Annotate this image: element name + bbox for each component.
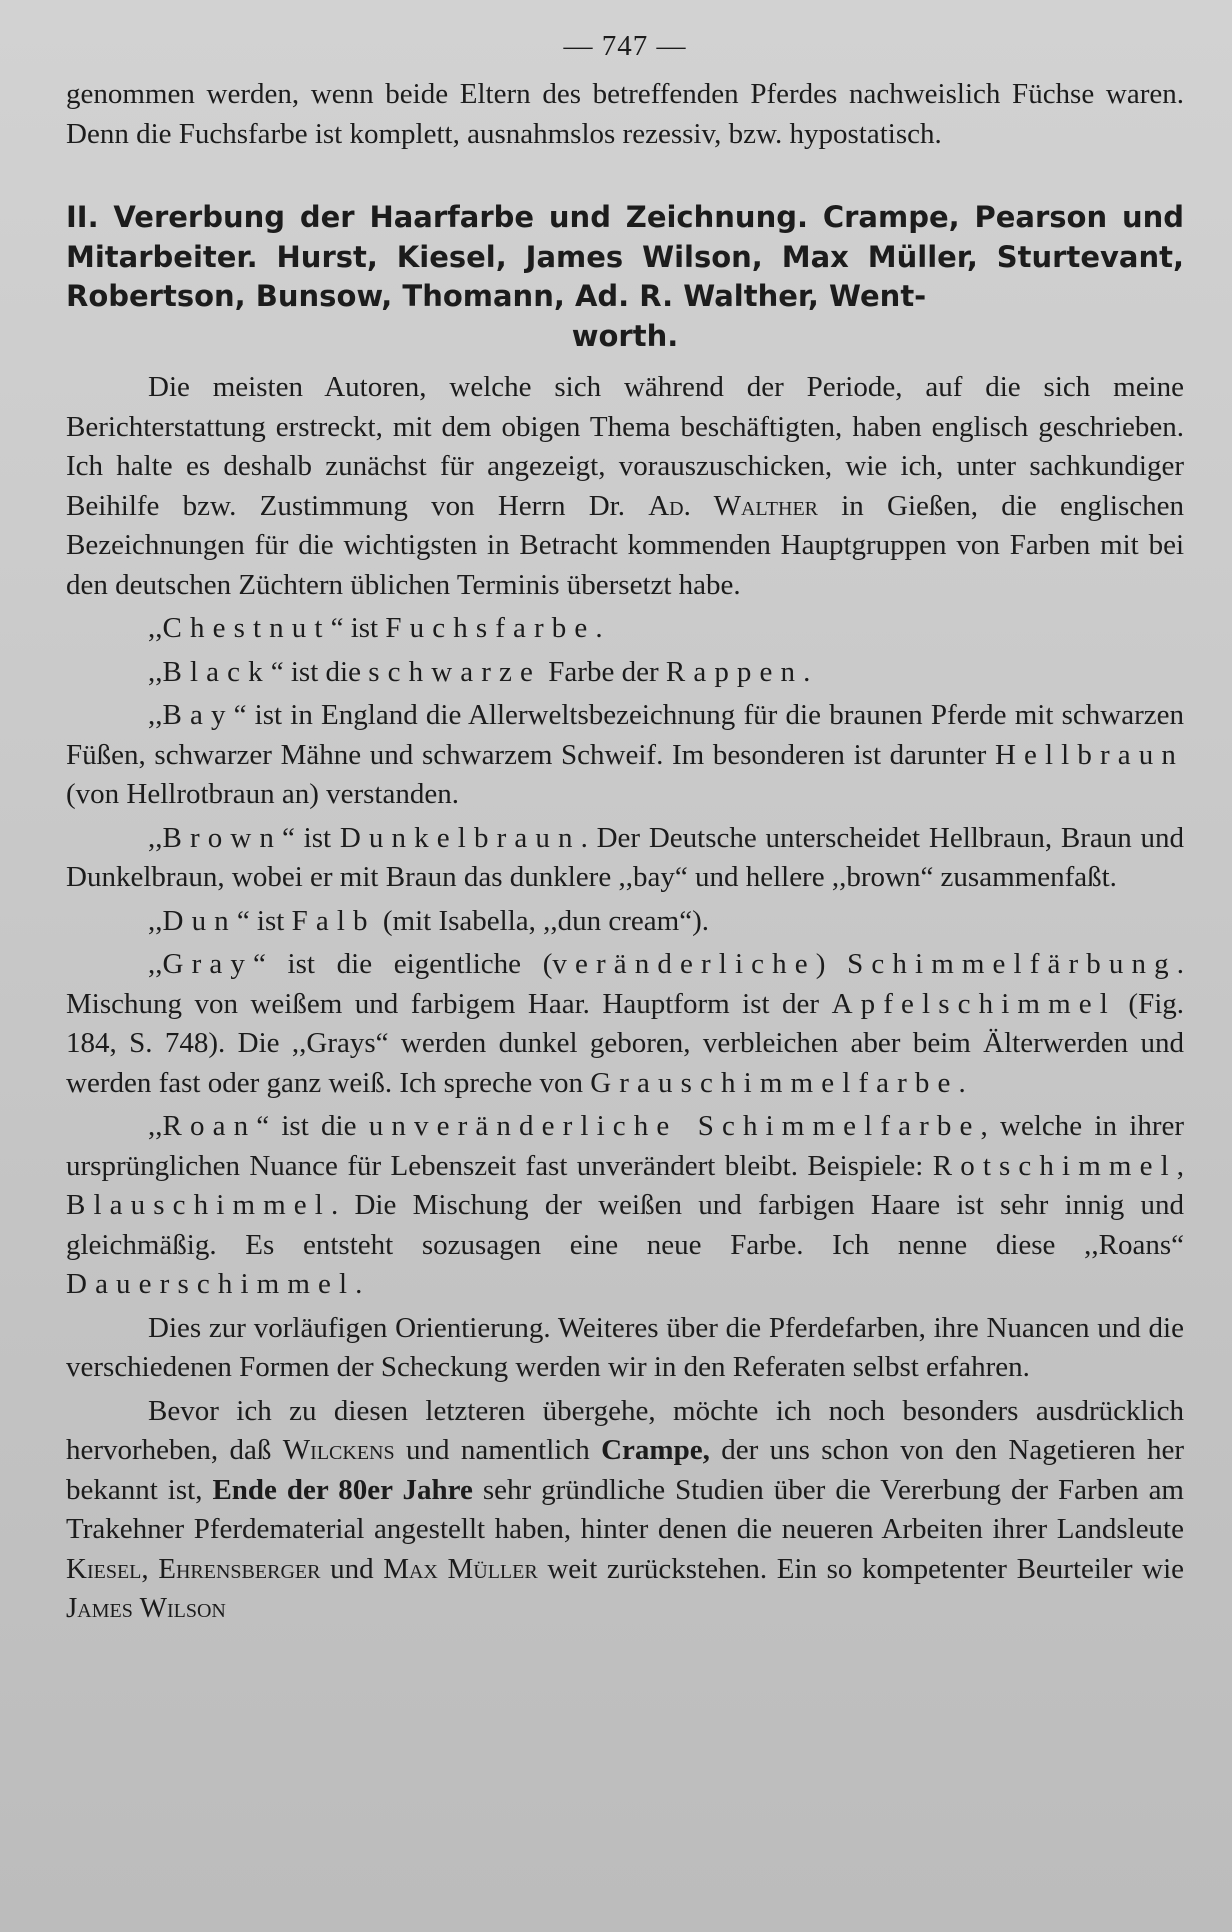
- text-run: Die meisten Autoren, welche sich während der Periode, auf die sich meine Berichterstattung erstreckt, mit dem obigen Thema beschäftigten, haben englisch geschrieben. Ich halte es deshalb zunächst für angezeigt, vorauszuschicken, wie ich, unter sachkundiger Beihilfe bzw. Zustimmung von Herrn Dr.: [66, 371, 1184, 522]
- text-run: sehr gründliche Studien über die Vererbung der Farben am Trakehner Pferdematerial angestellt haben, hinter denen die neueren Arbeiten ihrer Landsleute: [66, 1473, 1184, 1545]
- text-run: (von Hellrotbraun an) verstanden.: [66, 778, 459, 810]
- translation: Rappen: [665, 655, 804, 688]
- translation: Apfelschimmel: [831, 987, 1116, 1020]
- text-run: “ ist in England die Allerweltsbezeichnung für die braunen Pferde mit schwarzen Füßen, schwarzer Mähne und schwarzem Schweif. Im besonderen ist darunter: [66, 699, 1184, 771]
- quote-mark: ,,: [148, 655, 163, 688]
- definition-chestnut: [66, 609, 1184, 649]
- text-run: “ ist: [330, 612, 386, 644]
- translation: Dauerschimmel: [66, 1268, 356, 1300]
- text-run: .: [595, 612, 603, 644]
- text-run: der uns schon von den Nagetieren her bekannt ist,: [66, 1434, 1184, 1506]
- translation: Falb: [291, 904, 376, 937]
- quote-mark: ,,: [148, 904, 163, 937]
- translation: veränderliche: [552, 948, 816, 980]
- text-run: (Fig. 184, S. 748). Die ,,Grays“ werden dunkel geboren, verbleichen aber beim Älterwerden und werden fast oder ganz weiß. Ich spreche von: [66, 987, 1185, 1099]
- term: Brown: [162, 821, 283, 854]
- author-name: Wilckens: [282, 1434, 395, 1466]
- text-run: “ ist die eigentliche (: [252, 948, 553, 980]
- quote-mark: ,,: [148, 1110, 163, 1142]
- quote-mark: ,,: [148, 821, 163, 854]
- text-run: und: [320, 1552, 384, 1585]
- translation: unveränderliche Schimmelfarbe: [368, 1110, 981, 1142]
- text-run: .: [355, 1268, 363, 1300]
- definition-brown: [66, 819, 1184, 898]
- author-name: Max Müller: [383, 1552, 538, 1585]
- text-run: “ ist: [282, 821, 340, 854]
- author-name: Ad. Walther: [648, 489, 818, 522]
- definition-bay: [66, 696, 1184, 815]
- quote-mark: ,,: [148, 699, 163, 731]
- text-run: “ ist die: [256, 1110, 369, 1142]
- definition-black: [66, 653, 1184, 693]
- translation: Dunkelbraun: [339, 821, 581, 854]
- author-name: James Wilson: [66, 1592, 226, 1624]
- term: Bay: [162, 699, 234, 731]
- text-run: ,: [1176, 1149, 1184, 1182]
- text-run: .: [958, 1066, 966, 1099]
- quote-mark: ,,: [148, 948, 163, 980]
- text-run: in Gießen, die englischen Bezeichnungen für die wichtigsten in Betracht kommenden Hauptgruppen von Farben mit bei den deutschen Züchtern üblichen Terminis übersetzt habe.: [66, 489, 1184, 601]
- text-run: weit zurückstehen. Ein so kompetenter Beurteiler wie: [537, 1552, 1184, 1585]
- paragraph-orientation: Dies zur vorläufigen Orientierung. Weiteres über die Pferdefarben, ihre Nuancen und die verschiedenen Formen der Scheckung werden wir in den Referaten selbst erfahren.: [66, 1311, 1184, 1383]
- intro-paragraph: genommen werden, wenn beide Eltern des betreffenden Pferdes nachweislich Füchse waren. Denn die Fuchsfarbe ist komplett, ausnahmslos rezessiv, bzw. hypostatisch.: [66, 78, 1184, 150]
- page-number: — 747 —: [563, 30, 687, 62]
- quote-mark: ,,: [148, 612, 163, 644]
- section-heading: II. Vererbung der Haarfarbe und Zeichnung. Crampe, Pearson und Mitarbeiter. Hurst, Kiesel, James Wilson, Max Müller, Sturtevant, Robertson, Bunsow, Thomann, Ad. R. Walther, Went-: [66, 200, 1184, 313]
- term: Roan: [162, 1110, 257, 1142]
- term: Dun: [162, 904, 237, 937]
- translation: Blauschimmel: [66, 1189, 331, 1221]
- text-run: . Die Mischung der weißen und farbigen Haare ist sehr innig und gleichmäßig. Es entsteht sozusagen eine neue Farbe. Ich nenne diese ,,Roans“: [66, 1189, 1184, 1261]
- text-run: . Mischung von weißem und farbigem Haar. Hauptform ist der: [66, 948, 1184, 1020]
- text-run: ): [815, 948, 848, 980]
- definition-dun: [66, 902, 1184, 942]
- term: Chestnut: [162, 612, 331, 644]
- text-run: ,: [141, 1552, 159, 1585]
- term: Gray: [162, 948, 253, 980]
- author-name: Ehrensberger: [158, 1552, 321, 1585]
- text-run: Bevor ich zu diesen letzteren übergehe, möchte ich noch besonders ausdrücklich hervorheben, daß: [66, 1394, 1184, 1466]
- translation: Grauschimmelfarbe: [590, 1066, 959, 1099]
- translation: Hellbraun: [994, 738, 1184, 771]
- text-run: “ ist: [236, 904, 292, 937]
- translation: schwarze: [368, 655, 542, 688]
- text-run: , welche in ihrer ursprünglichen Nuance für Lebenszeit fast unverändert bleibt. Beispiele:: [66, 1110, 1184, 1182]
- emphasis-bold: Ende der 80er Jahre: [212, 1473, 473, 1506]
- translation: Fuchsfarbe: [385, 612, 596, 644]
- text-run: . Der Deutsche unterscheidet Hellbraun, Braun und Dunkelbraun, wobei er mit Braun das dunklere ,,bay“ und hellere ,,brown“ zusammenfaßt.: [66, 821, 1184, 893]
- translation: Schimmelfärbung: [847, 948, 1177, 980]
- definition-roan: [66, 1107, 1184, 1305]
- text-run: .: [803, 655, 811, 688]
- definition-gray: [66, 945, 1184, 1103]
- author-name-bold: Crampe,: [601, 1434, 710, 1466]
- text-run: (mit Isabella, ,,dun cream“).: [375, 904, 709, 937]
- text-run: und namentlich: [394, 1434, 602, 1466]
- text-run: Farbe der: [541, 655, 666, 688]
- term: Black: [162, 655, 271, 688]
- section-heading-end: worth.: [571, 318, 679, 353]
- paragraph-crampe: [66, 1392, 1184, 1629]
- paragraph-authors: [66, 368, 1184, 605]
- text-run: “ ist die: [270, 655, 369, 688]
- translation: Rotschimmel: [932, 1149, 1177, 1182]
- author-name: Kiesel: [66, 1552, 142, 1585]
